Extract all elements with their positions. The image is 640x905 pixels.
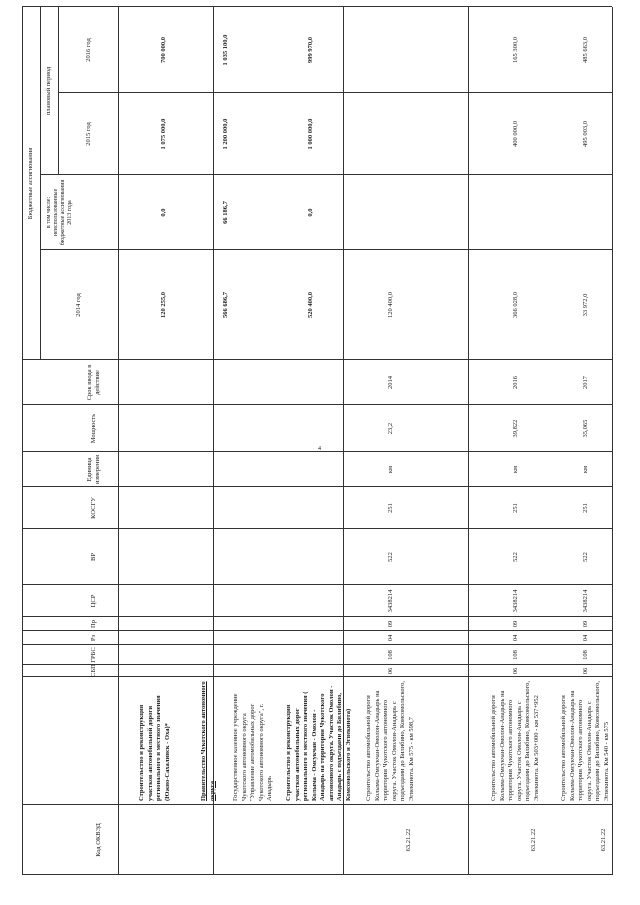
cell-y2015: 495 003,0	[582, 121, 589, 147]
cell-sbp: 06	[387, 667, 394, 675]
header-csr: ЦСР	[90, 594, 97, 608]
cell-unit: км	[387, 465, 394, 474]
col-line-okved	[22, 804, 612, 805]
cell-kosgu: 251	[387, 503, 394, 513]
cell-incl: 0,0	[307, 208, 314, 217]
cell-csr: 3438214	[582, 589, 589, 613]
table-border-top	[22, 7, 23, 875]
cell-csr: 3438214	[387, 589, 394, 613]
col-line-vr	[22, 528, 612, 529]
table-border-right	[22, 6, 612, 7]
header-2015: 2015 год	[85, 122, 92, 146]
table-border-bottom	[612, 7, 613, 875]
col-line-name	[22, 676, 612, 677]
col-line-term	[22, 359, 612, 360]
cell-rz: 04	[582, 634, 589, 642]
cell-okved: 63.21.22	[530, 828, 537, 852]
row-name: Строительство автомобильной дороги Колыма-Омсукчан-Омолон-Анадырь на территории Чукотского автономного округа. Участок Омолон-Анадырь с подъездами до Билибино, Комсомольского, Эгвекинота. Км 575 - км 598,7	[365, 680, 415, 801]
cell-y2016: 700 000,0	[160, 37, 167, 63]
col-line-sbp	[22, 664, 612, 665]
cell-okved: 63.21.22	[600, 828, 607, 852]
cell-csr: 3438214	[512, 589, 519, 613]
col-line-rz	[22, 630, 612, 631]
cell-unit: км	[512, 465, 519, 474]
row-name: Правительство Чукотского автономного округа	[200, 681, 216, 801]
col-line-kosgu	[22, 486, 612, 487]
row-name: Строительство и реконструкция участков автомобильной дороги регионального и местного значения (Южно-Сахалинск - Оха)*	[138, 695, 171, 801]
cell-term: 2016	[512, 376, 519, 389]
planned-header-line	[58, 7, 59, 175]
cell-y2014: 120 400,0	[387, 292, 394, 318]
cell-y2014: 566 686,7	[222, 292, 229, 318]
row-name: Строительство и реконструкция участков автомобильных дорог регионального и местного значения ( Колыма - Омсукчан - Омолон - Анадырь на территории Чукотского автономного округа. Участок Омолон - Анадырь с подъездами до Билибино, Комсомольского и Эгвекинота)	[285, 685, 352, 801]
cell-pr: 09	[512, 620, 519, 628]
cell-capacity: 39,822	[512, 419, 519, 438]
cell-incl: 0,0	[160, 208, 167, 217]
header-rz: Рз	[90, 634, 97, 642]
cell-rz: 04	[512, 634, 519, 642]
cell-rz: 04	[387, 634, 394, 642]
cell-y2015: 1 000 000,0	[307, 118, 314, 150]
cell-y2016: 485 663,0	[582, 37, 589, 63]
row-name: Государственное казенное учреждение Чукотского автономного округа "Управление автомобильных дорог Чукотского автономного округа", г. Анадырь	[232, 693, 273, 801]
cell-kosgu: 251	[582, 503, 589, 513]
cell-y2016: 999 970,0	[307, 37, 314, 63]
cell-vr: 522	[512, 552, 519, 562]
cell-y2016: 1 035 100,0	[222, 34, 229, 66]
row-name: Строительство автомобильной дороги Колыма-Омсукчан-Омолон-Анадырь на территории Чукотского автономного округа. Участок Омолон-Анадырь с подъездами до Билибино, Комсомольского, Эгвекинота. Км 540 - км 575	[560, 680, 610, 801]
cell-grbs: 108	[387, 650, 394, 660]
col-line-grbs	[22, 644, 612, 645]
cell-kosgu: 251	[512, 503, 519, 513]
cell-y2014: 520 400,0	[307, 292, 314, 318]
page-number: 4	[318, 446, 321, 452]
header-2016: 2016 год	[85, 38, 92, 62]
cell-sbp: 06	[512, 667, 519, 675]
col-line-incl	[40, 174, 612, 175]
cell-y2015: 1 200 000,0	[222, 118, 229, 150]
cell-vr: 522	[387, 552, 394, 562]
cell-pr: 09	[582, 620, 589, 628]
header-grbs: ГРБС	[90, 647, 97, 663]
header-2014: 2014 год	[75, 293, 82, 317]
header-term: Срок ввода в действие	[86, 364, 101, 401]
cell-capacity: 35,065	[582, 419, 589, 438]
header-vr: ВР	[90, 553, 97, 561]
header-sbp: СБП	[90, 664, 97, 677]
cell-y2015: 1 075 000,0	[160, 118, 167, 150]
cell-sbp: 06	[582, 667, 589, 675]
col-line-unit	[22, 451, 612, 452]
cell-grbs: 108	[512, 650, 519, 660]
cell-y2014: 366 028,0	[512, 292, 519, 318]
header-incl: в том числе: неиспользованные бюджетные ассигнования 2013 года	[46, 179, 73, 246]
header-separator	[118, 7, 119, 875]
cell-y2016: 165 300,0	[512, 37, 519, 63]
cell-incl: 66 186,7	[222, 201, 229, 224]
cell-y2015: 400 000,0	[512, 121, 519, 147]
cell-y2014: 120 255,0	[160, 292, 167, 318]
cell-term: 2014	[387, 376, 394, 389]
cell-capacity: 23,2	[387, 422, 394, 435]
cell-term: 2017	[582, 376, 589, 389]
header-kosgu: КОСГУ	[90, 497, 97, 519]
col-line-2014	[40, 249, 612, 250]
header-budget: Бюджетные ассигнования	[27, 147, 34, 220]
col-line-csr	[22, 584, 612, 585]
header-capacity: Мощность	[90, 413, 97, 444]
header-planned: плановый период	[45, 66, 52, 116]
cell-grbs: 108	[582, 650, 589, 660]
cell-okved: 63.21.22	[405, 828, 412, 852]
header-pr: Пр	[90, 620, 97, 628]
table-border-left	[22, 874, 612, 875]
row-line-3	[468, 7, 469, 875]
col-line-capacity	[22, 404, 612, 405]
col-line-2015	[58, 92, 612, 93]
cell-unit: км	[582, 465, 589, 474]
budget-header-line	[40, 7, 41, 360]
cell-vr: 522	[582, 552, 589, 562]
header-unit: Единица измерения	[86, 454, 101, 485]
cell-y2014: 33 972,0	[582, 293, 589, 317]
cell-pr: 09	[387, 620, 394, 628]
row-name: Строительство автомобильной дороги Колыма-Омсукчан-Омолон-Анадырь на территории Чукотского автономного округа. Участок Омолон-Анадырь с подъездами до Билибино, Комсомольского, Эгвекинота. Км 503+000 - км 537+952	[490, 680, 540, 801]
col-line-pr	[22, 616, 612, 617]
header-kod-okved: Код ОКВЭД	[95, 823, 102, 857]
